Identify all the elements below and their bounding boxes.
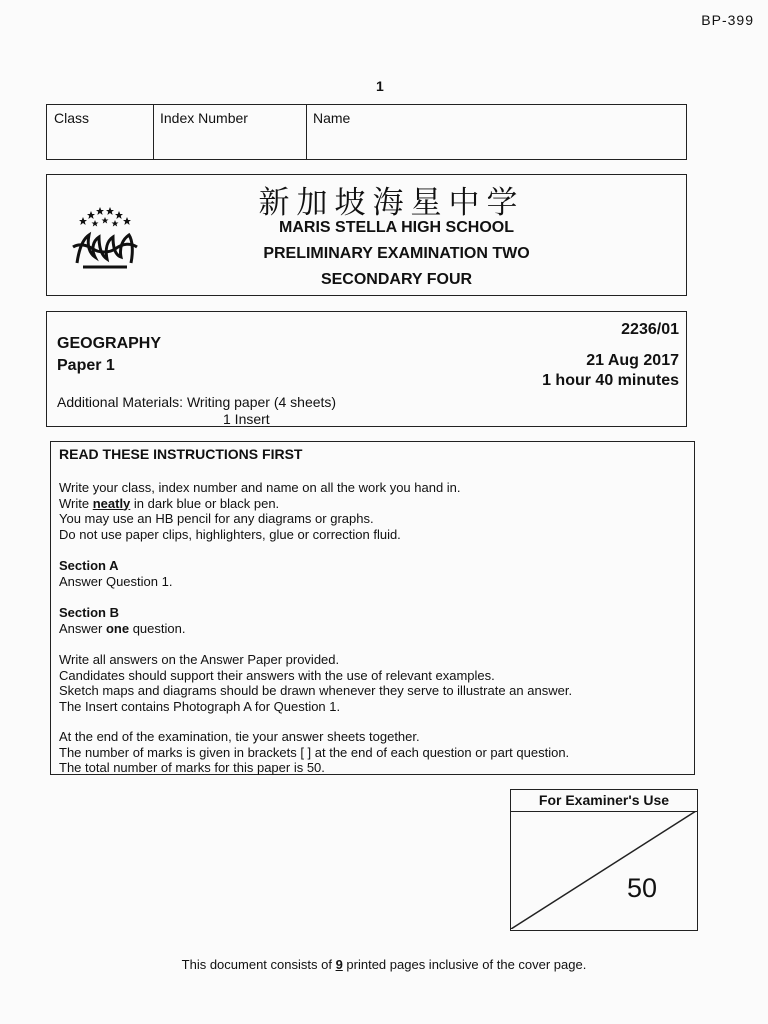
school-name-chinese: 新加坡海星中学 (258, 185, 525, 221)
instruction-line: The number of marks is given in brackets [ ] at the end of each question or part question. (59, 744, 570, 760)
instruction-line: Write neatly in dark blue or black pen. (59, 495, 280, 511)
exam-date: 21 Aug 2017 (586, 352, 679, 369)
diagonal-line (511, 811, 696, 929)
instruction-line: Do not use paper clips, highlighters, glue or correction fluid. (59, 526, 401, 542)
instruction-line: At the end of the examination, tie your answer sheets together. (59, 729, 420, 744)
class-field[interactable] (47, 105, 153, 159)
total-marks: 50 (626, 873, 657, 903)
end-instructions (59, 729, 569, 776)
candidate-details-table (46, 104, 687, 160)
general-instructions (59, 480, 461, 542)
school-header (46, 174, 687, 296)
instruction-line: Write your class, index number and name on all the work you hand in. (59, 480, 461, 495)
section-a-instructions (59, 558, 172, 589)
school-name: MARIS STELLA HIGH SCHOOL (279, 219, 514, 236)
instructions-box (50, 441, 695, 775)
section-b-text: Answer one question. (59, 620, 186, 636)
instruction-line: Candidates should support their answers with the use of relevant examples. (59, 667, 495, 683)
instruction-line: The Insert contains Photograph A for Question 1. (59, 698, 341, 714)
name-field[interactable] (306, 105, 686, 159)
subject-name: GEOGRAPHY (57, 335, 162, 352)
additional-materials-insert: 1 Insert (223, 411, 270, 427)
emphasis-one: one (105, 620, 130, 636)
subject-details (46, 311, 687, 427)
answer-instructions (59, 652, 572, 714)
document-code: BP-399 (701, 12, 754, 28)
examiner-use-title: For Examiner's Use (511, 790, 697, 812)
instruction-line: Write all answers on the Answer Paper provided. (59, 652, 340, 667)
page-number: 1 (376, 78, 384, 94)
class-label: Class (54, 110, 90, 126)
section-b-title: Section B (59, 605, 119, 620)
emphasis-neatly: neatly (92, 495, 131, 511)
index-number-label: Index Number (160, 110, 248, 126)
additional-materials: Additional Materials: Writing paper (4 sheets) (57, 394, 337, 410)
instruction-line: The total number of marks for this paper is 50. (59, 760, 325, 775)
instructions-heading: READ THESE INSTRUCTIONS FIRST (59, 446, 303, 462)
index-number-field[interactable] (153, 105, 306, 159)
page-count: 9 (335, 957, 343, 972)
level-name: SECONDARY FOUR (320, 271, 473, 288)
page-count-footer: This document consists of 9 printed pages inclusive of the cover page. (181, 957, 587, 972)
instruction-line: Sketch maps and diagrams should be drawn whenever they serve to illustrate an answer. (59, 683, 573, 698)
name-label: Name (313, 110, 351, 126)
instruction-line: You may use an HB pencil for any diagrams or graphs. (59, 511, 374, 526)
paper-name: Paper 1 (57, 357, 115, 374)
section-b-instructions (59, 605, 185, 636)
section-a-text: Answer Question 1. (59, 573, 173, 589)
exam-name: PRELIMINARY EXAMINATION TWO (263, 245, 530, 262)
paper-code: 2236/01 (621, 321, 679, 338)
examiner-use-box (510, 789, 698, 931)
section-a-title: Section A (59, 558, 119, 573)
exam-duration: 1 hour 40 minutes (542, 372, 679, 389)
